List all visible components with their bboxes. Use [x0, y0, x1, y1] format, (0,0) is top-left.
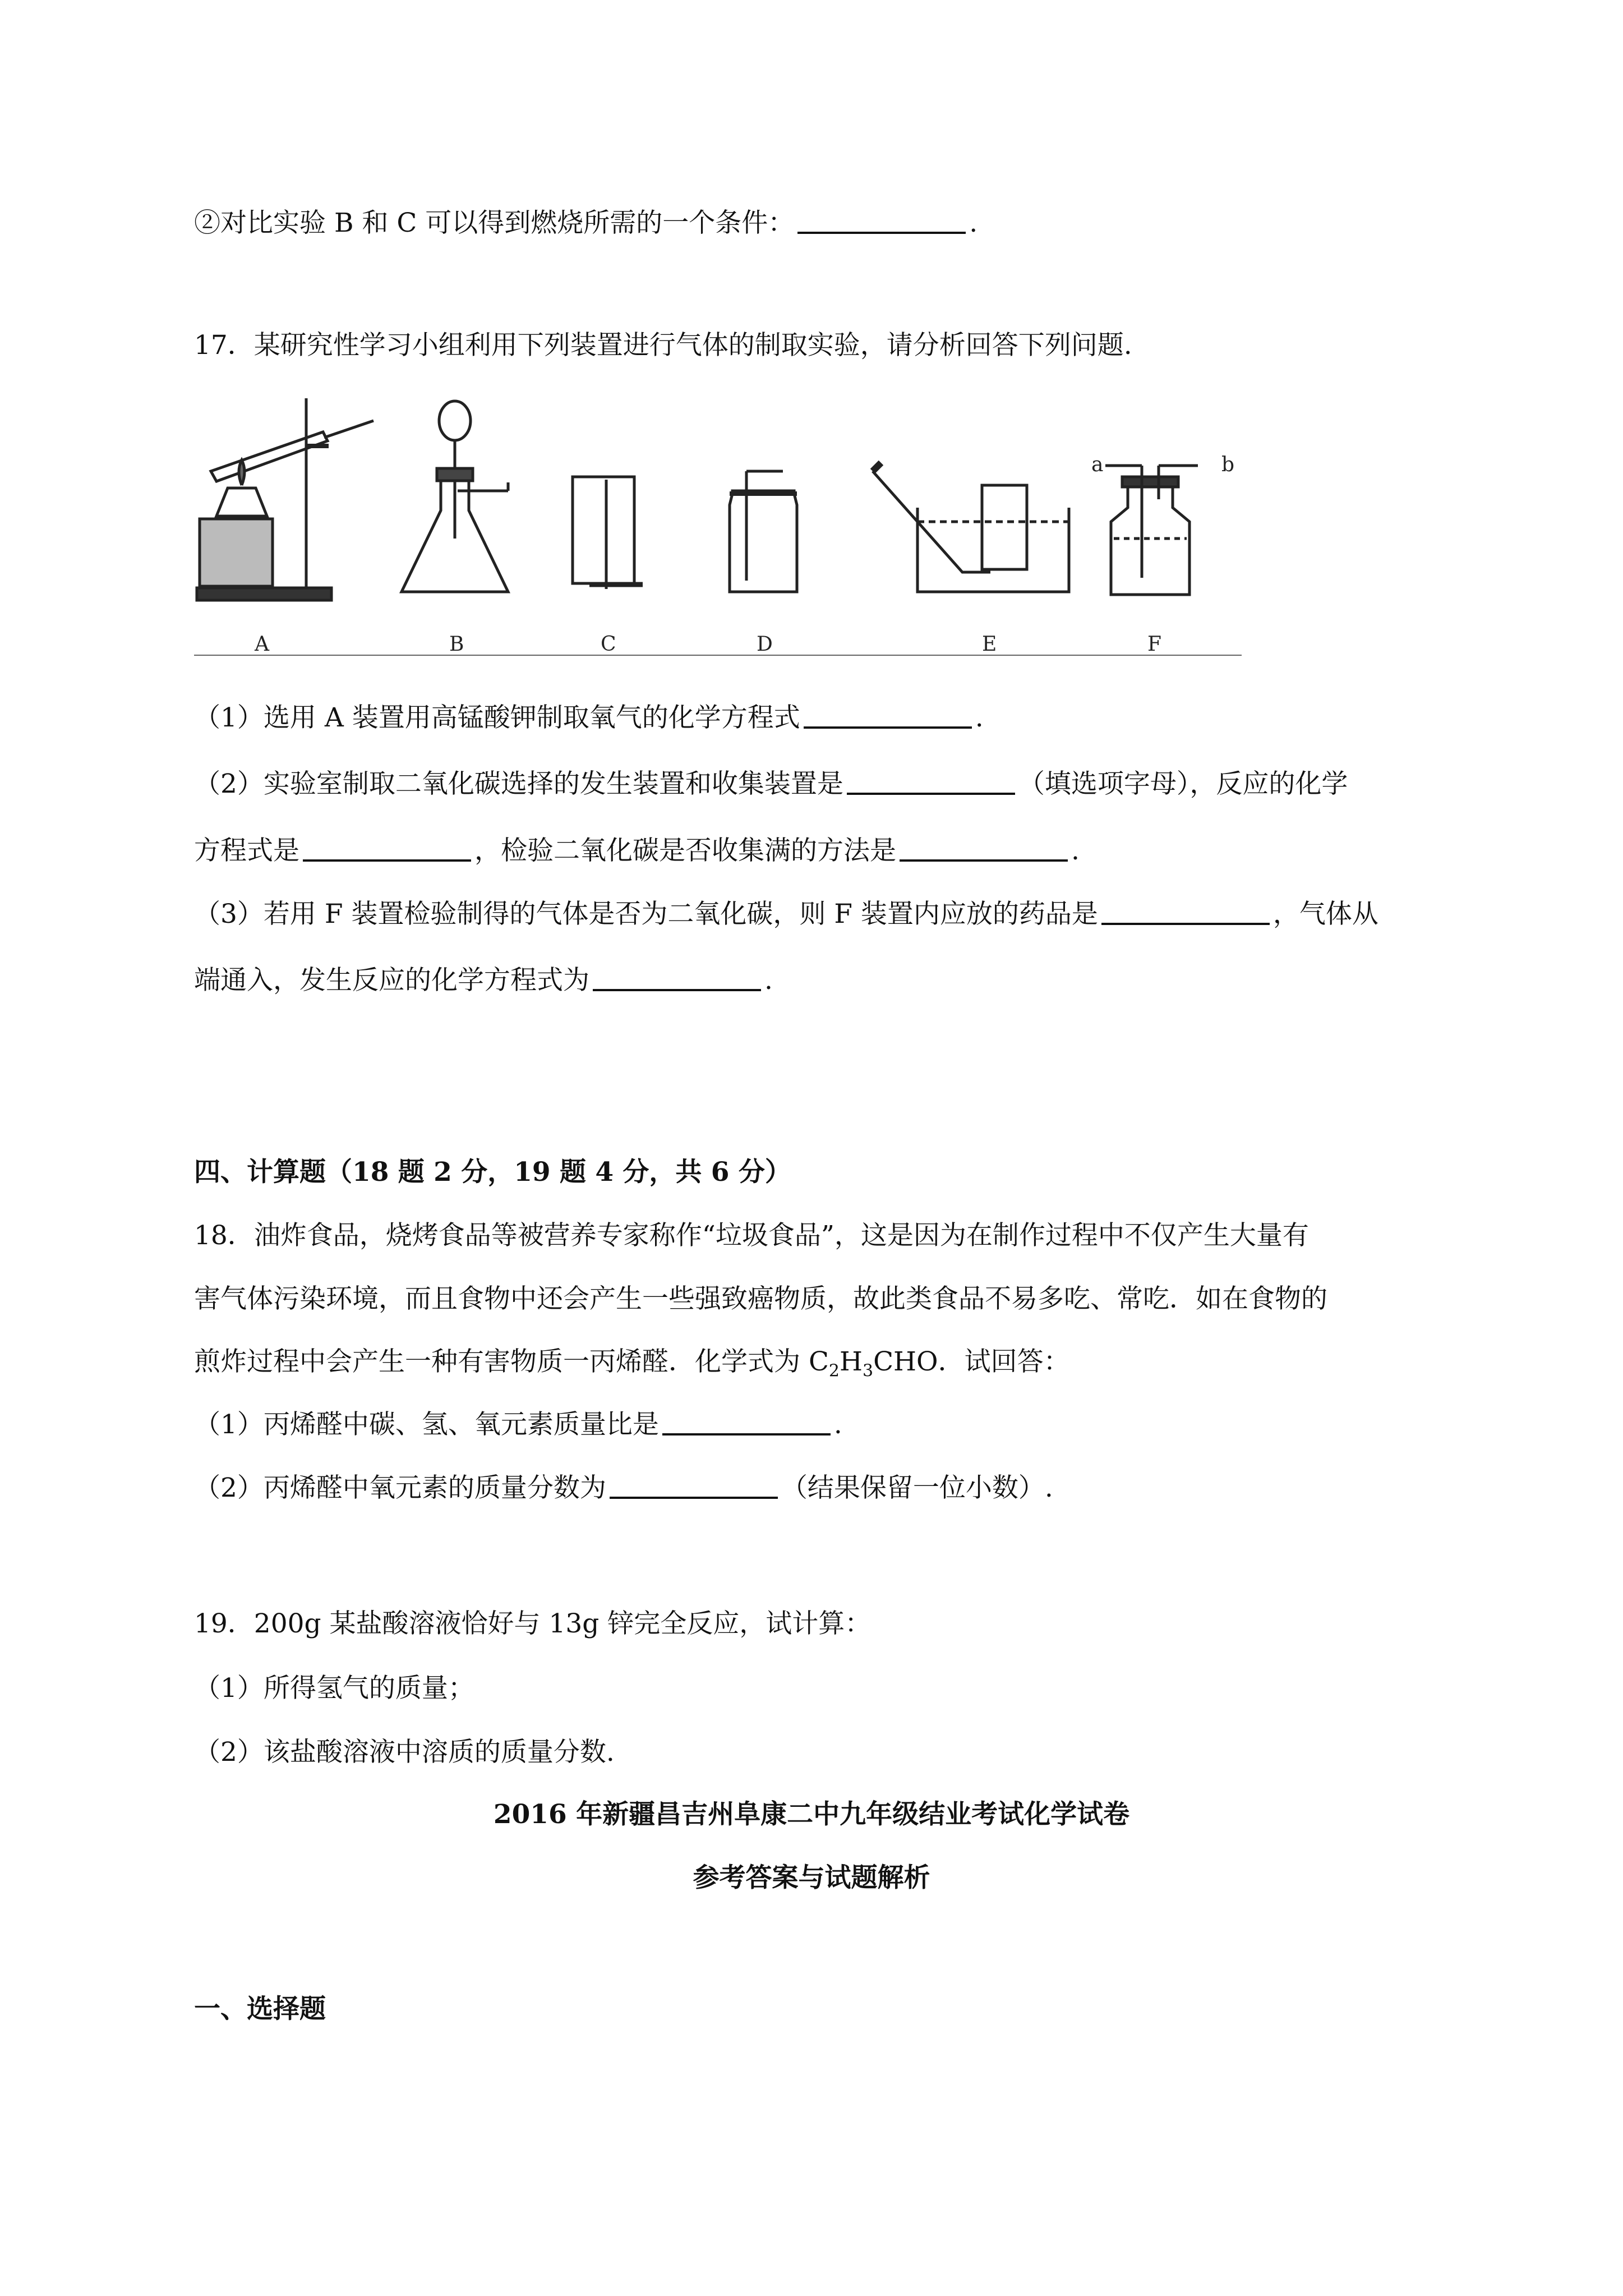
answer-blank[interactable] — [610, 1474, 778, 1499]
apparatus-e — [873, 463, 1069, 592]
answer-blank[interactable] — [1101, 900, 1270, 925]
q18-part2: （2）丙烯醛中氧元素的质量分数为 （结果保留一位小数）. — [194, 1473, 1053, 1503]
apparatus-d — [730, 471, 797, 592]
apparatus-label-f: F — [1147, 633, 1161, 656]
q19-part1: （1）所得氢气的质量； — [194, 1673, 474, 1704]
answer-blank[interactable] — [303, 837, 471, 862]
apparatus-c — [573, 477, 643, 589]
q17-stem: 17．某研究性学习小组利用下列装置进行气体的制取实验，请分析回答下列问题. — [194, 330, 1132, 361]
q17-part1: （1）选用 A 装置用高锰酸钾制取氧气的化学方程式 . — [194, 702, 984, 733]
q18-line1: 18．油炸食品，烧烤食品等被营养专家称作“垃圾食品”，这是因为在制作过程中不仅产生大量有 — [194, 1220, 1309, 1251]
q18-part1: （1）丙烯醛中碳、氢、氧元素质量比是 . — [194, 1409, 842, 1440]
apparatus-label-b: B — [449, 633, 464, 656]
q17-part2-line1: （2）实验室制取二氧化碳选择的发生装置和收集装置是 （填选项字母），反应的化学 — [194, 769, 1348, 799]
answer-blank[interactable] — [593, 967, 761, 991]
section1-heading: 一、选择题 — [194, 1994, 326, 2024]
section4-heading: 四、计算题（18 题 2 分，19 题 4 分，共 6 分） — [194, 1157, 791, 1188]
apparatus-f — [1105, 466, 1198, 595]
q17-part3-line2: 端通入，发生反应的化学方程式为 . — [194, 965, 773, 996]
answer-blank[interactable] — [804, 704, 972, 729]
answer-title: 2016 年新疆昌吉州阜康二中九年级结业考试化学试卷 — [493, 1799, 1130, 1830]
port-label-b: b — [1221, 453, 1235, 476]
answer-blank[interactable] — [847, 770, 1015, 795]
q17-part3-line1: （3）若用 F 装置检验制得的气体是否为二氧化碳，则 F 装置内应放的药品是 ，气体从 — [194, 899, 1378, 930]
apparatus-a — [197, 398, 374, 600]
answer-blank[interactable] — [797, 209, 966, 234]
apparatus-label-a: A — [255, 633, 269, 656]
answer-subtitle: 参考答案与试题解析 — [693, 1862, 930, 1893]
q19-stem: 19．200g 某盐酸溶液恰好与 13g 锌完全反应，试计算： — [194, 1608, 872, 1639]
apparatus-figure — [194, 387, 1242, 657]
apparatus-label-c: C — [601, 633, 616, 656]
q18-line2: 害气体污染环境，而且食物中还会产生一些强致癌物质，故此类食品不易多吃、常吃．如在食物的 — [194, 1283, 1327, 1314]
apparatus-label-e: E — [982, 633, 997, 656]
q19-part2: （2）该盐酸溶液中溶质的质量分数. — [194, 1737, 615, 1768]
port-label-a: a — [1091, 453, 1104, 476]
answer-blank[interactable] — [662, 1411, 831, 1435]
q17-part2-line2: 方程式是 ，检验二氧化碳是否收集满的方法是 . — [194, 835, 1080, 866]
apparatus-b — [402, 401, 508, 592]
q18-line3: 煎炸过程中会产生一种有害物质一丙烯醛．化学式为 $C_2H_3CHO$．试回答： — [194, 1346, 1070, 1381]
apparatus-label-d: D — [757, 633, 773, 656]
answer-blank[interactable] — [900, 837, 1068, 862]
q16-part2-line: ②对比实验 B 和 C 可以得到燃烧所需的一个条件： . — [194, 208, 978, 238]
